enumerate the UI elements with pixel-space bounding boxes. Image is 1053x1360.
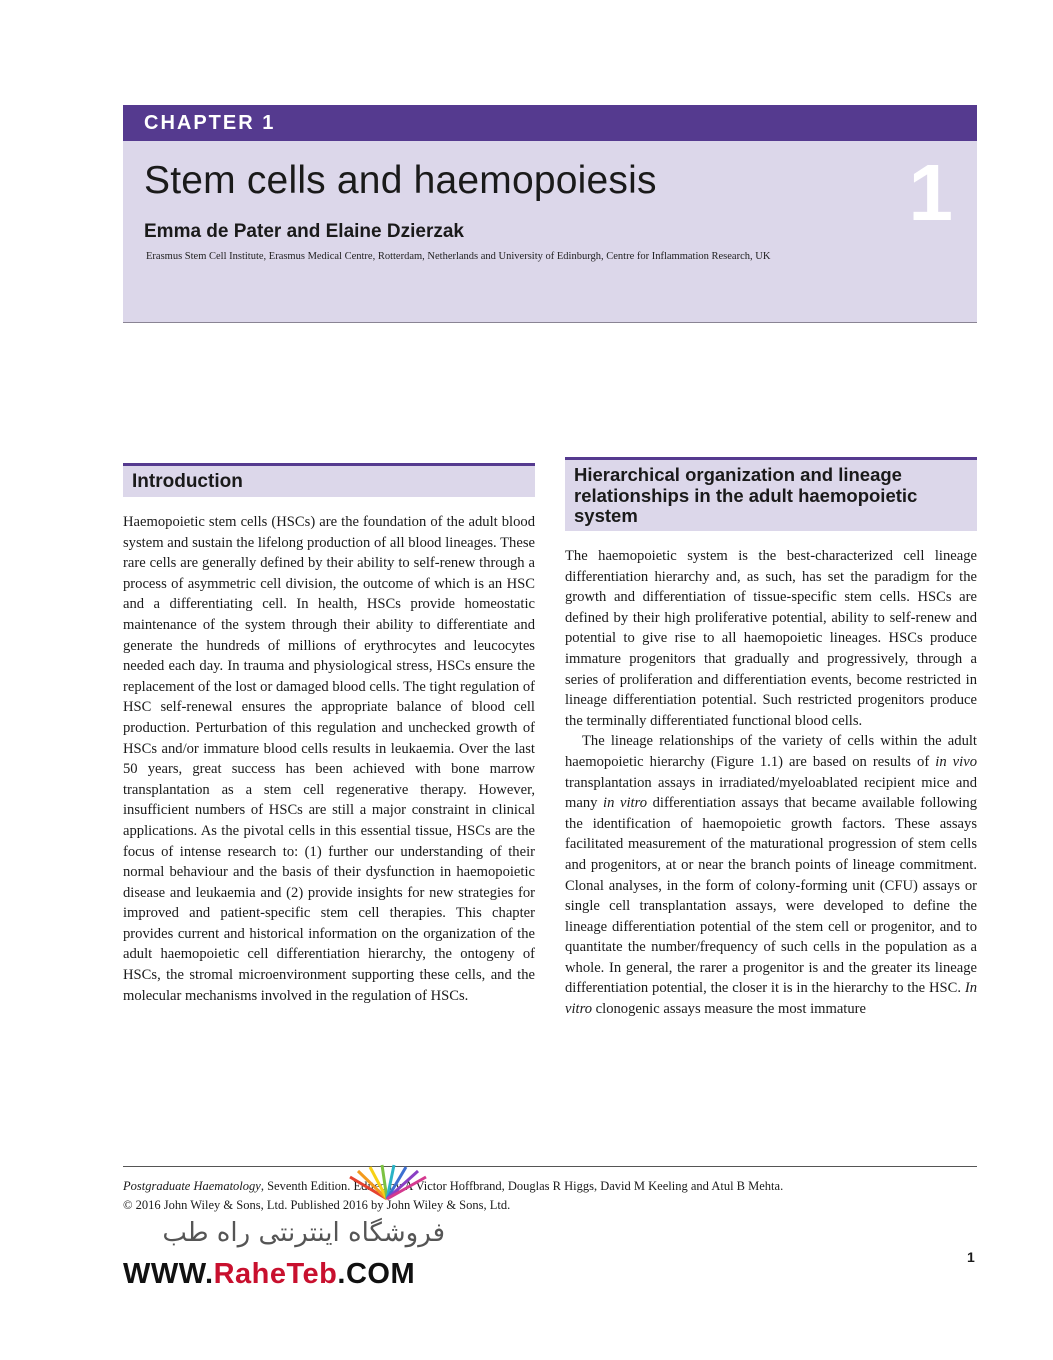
- introduction-column: [123, 512, 535, 1006]
- hierarchy-heading: Hierarchical organization and lineage relationships in the adult haemopoietic system: [565, 457, 977, 531]
- hierarchy-paragraph-2: [565, 731, 977, 1019]
- p2-in-vitro: in vitro: [603, 795, 648, 812]
- chapter-label: CHAPTER 1: [123, 105, 977, 141]
- hierarchy-paragraph-1: The haemopoietic system is the best-characterized cell lineage differentiation hierarchy and, as such, has set the paradigm for the growth and differentiation of tissue-specific stem cells. HSCs are defined by their high proliferative potential, ability to self-renew and potential to give rise to all haemopoietic lineages. HSCs produce immature progenitors that gradually and progressively, through a series of proliferation and differentiation events, become restricted in lineage differentiation potential. Such restricted progenitors produce the terminally differentiated functional blood cells.: [565, 548, 977, 729]
- page-number: 1: [967, 1249, 975, 1265]
- p2-in-vitro-2: In vitro: [565, 980, 977, 1018]
- url-prefix: WWW.: [123, 1258, 214, 1290]
- chapter-number: 1: [908, 148, 953, 237]
- p2-in-vivo: in vivo: [935, 753, 977, 770]
- footer-rule: [123, 1166, 977, 1167]
- chapter-authors: Emma de Pater and Elaine Dzierzak: [144, 221, 464, 242]
- citation-line: [123, 1179, 783, 1194]
- url-brand: RaheTeb: [213, 1258, 338, 1290]
- p2-text-a: The lineage relationships of the variety of cells within the adult haemopoietic hierarchy (Figure 1.1) are based on results of: [565, 733, 977, 770]
- hierarchy-column: [565, 546, 977, 1020]
- chapter-title: Stem cells and haemopoiesis: [144, 159, 657, 202]
- author-affiliation: Erasmus Stem Cell Institute, Erasmus Medical Centre, Rotterdam, Netherlands and University of Edinburgh, Centre for Inflammation Research, UK: [146, 251, 771, 262]
- watermark-book-icon: [330, 1163, 445, 1203]
- introduction-paragraph: Haemopoietic stem cells (HSCs) are the foundation of the adult blood system and sustain the lifelong production of all blood lineages. These rare cells are generally defined by their ability to self-renew through a process of asymmetric cell division, the outcome of which is an HSC and a differentiating cell. In health, HSCs provide homeostatic maintenance of the system through their ability to differentiate and generate the hundreds of millions of erythrocytes and leucocytes needed each day. In trauma and physiological stress, HSCs ensure the replacement of the lost or damaged blood cells. The tight regulation of HSC self-renewal ensures the appropriate balance of blood cell production. Perturbation of this regulation and unchecked growth of HSCs and/or immature blood cells results in leukaemia. Over the last 50 years, great success has been achieved with bone marrow transplantation as a stem cell regenerative therapy. However, insufficient numbers of HSCs are still a major constraint in clinical applications. As the pivotal cells in this essential tissue, HSCs are the focus of intense research to: (1) further our understanding of their normal behaviour and the basis of their dysfunction in haemopoietic disease and leukaemia and (2) provide insights for new strategies for improved and patient-specific stem cell therapies. This chapter provides current and historical information on the organization of the adult haemopoietic cell differentiation hierarchy, the ontogeny of HSCs, the stromal microenvironment supporting these cells, and the molecular mechanisms involved in the regulation of HSCs.: [123, 514, 535, 1004]
- p2-text-b: transplantation assays in irradiated/myeloablated recipient mice and many: [565, 774, 977, 812]
- p2-text-d: clonogenic assays measure the most immature: [592, 1001, 866, 1018]
- chapter-header-panel: [123, 141, 977, 323]
- introduction-heading: Introduction: [123, 463, 535, 497]
- book-title: Postgraduate Haematology: [123, 1179, 261, 1193]
- url-suffix: .COM: [337, 1258, 416, 1290]
- p2-text-c: differentiation assays that became available following the identification of haemopoietic growth factors. These assays facilitated measurement of the maturational progression of stem cells and progenitors, at or near the branch points of lineage commitment. Clonal analyses, in the form of colony-forming unit (CFU) assays or single cell transplantation assays, were developed to define the lineage differentiation potential of the stem cell or progenitor, and to quantitate the number/frequency of such cells in the population as a whole. In general, the rarer a progenitor is and the greater its lineage differentiation potential, the closer it is in the hierarchy to the HSC.: [565, 795, 977, 997]
- watermark-store-name: فروشگاه اینترنتی راه طب: [162, 1218, 445, 1248]
- copyright-line: © 2016 John Wiley & Sons, Ltd. Published 2016 by John Wiley & Sons, Ltd.: [123, 1198, 511, 1212]
- citation-rest: , Seventh Edition. Edited by A Victor Hoffbrand, Douglas R Higgs, David M Keeling and Atul B Mehta.: [260, 1179, 784, 1193]
- watermark-url: [123, 1258, 415, 1291]
